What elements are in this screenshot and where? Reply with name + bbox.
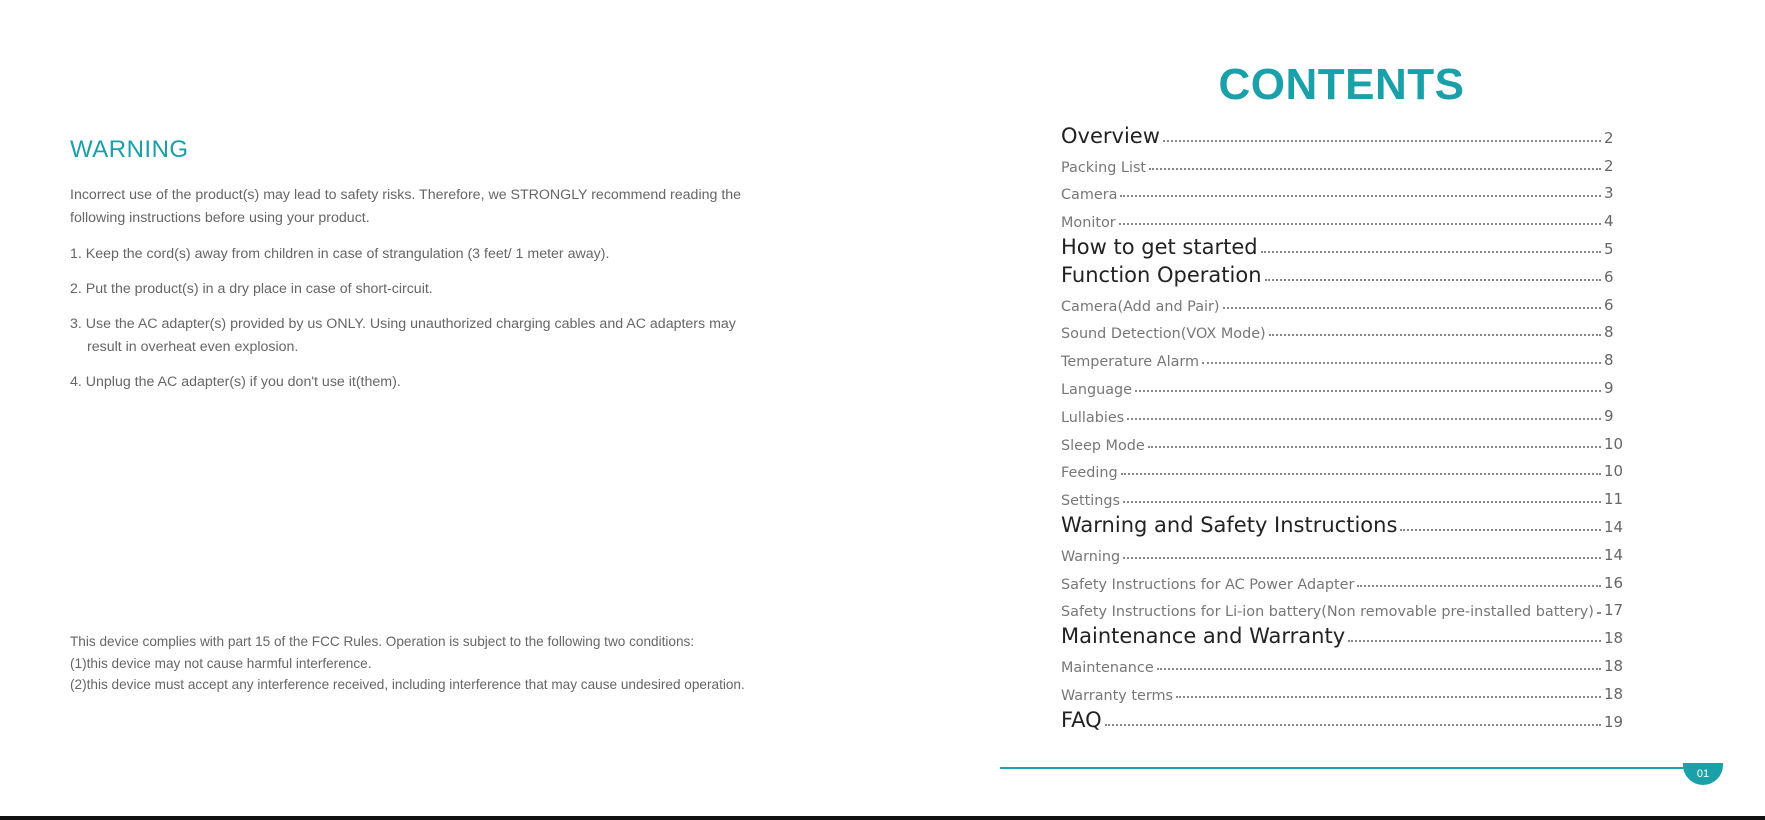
toc-dot-leader bbox=[1597, 612, 1601, 614]
toc-dot-leader bbox=[1119, 223, 1601, 225]
toc-dot-leader bbox=[1176, 696, 1601, 698]
toc-entry[interactable] bbox=[1061, 343, 1622, 371]
warning-intro-paragraph: Incorrect use of the product(s) may lead to safety risks. Therefore, we STRONGLY recommend reading the following instructions before using your product. bbox=[70, 187, 742, 226]
toc-entry[interactable] bbox=[1061, 149, 1622, 177]
toc-dot-leader bbox=[1123, 557, 1601, 559]
toc-entry[interactable] bbox=[1061, 316, 1622, 344]
toc-dot-leader bbox=[1261, 251, 1601, 253]
toc-entry-page: 3 bbox=[1604, 184, 1614, 203]
toc-entry-label: Maintenance and Warranty bbox=[1061, 624, 1346, 649]
toc-entry-label: Feeding bbox=[1061, 465, 1118, 482]
toc-dot-leader bbox=[1223, 307, 1601, 309]
toc-dot-leader bbox=[1121, 473, 1601, 475]
toc-dot-leader bbox=[1265, 279, 1601, 281]
warning-item: 2. Put the product(s) in a dry place in case of short-circuit. bbox=[70, 281, 433, 297]
toc-entry-label: How to get started bbox=[1061, 234, 1258, 259]
toc-entry-page: 16 bbox=[1604, 573, 1624, 592]
toc-dot-leader bbox=[1135, 390, 1601, 392]
footer-divider bbox=[1000, 767, 1690, 769]
toc-dot-leader bbox=[1149, 168, 1601, 170]
toc-dot-leader bbox=[1127, 418, 1601, 420]
toc-entry-label: FAQ bbox=[1061, 707, 1102, 732]
toc-entry[interactable] bbox=[1061, 399, 1622, 427]
toc-entry-label: Warning bbox=[1061, 548, 1121, 565]
warning-item: 3. Use the AC adapter(s) provided by us ONLY. Using unauthorized charging cables and AC adapters may result in overheat even explosion. bbox=[70, 316, 736, 355]
toc-entry[interactable] bbox=[1061, 121, 1622, 149]
toc-dot-leader bbox=[1202, 362, 1601, 364]
toc-entry-page: 19 bbox=[1604, 712, 1624, 731]
toc-entry[interactable] bbox=[1061, 427, 1622, 455]
toc-entry-page: 17 bbox=[1604, 601, 1624, 620]
warning-heading: WARNING bbox=[70, 136, 189, 163]
toc-entry-page: 11 bbox=[1604, 490, 1624, 509]
toc-entry-page: 9 bbox=[1604, 406, 1614, 425]
warning-item: 1. Keep the cord(s) away from children in case of strangulation (3 feet/ 1 meter away). bbox=[70, 246, 610, 262]
toc-entry-label: Safety Instructions for Li-ion battery(Non removable pre-installed battery) bbox=[1061, 604, 1594, 621]
toc-entry-page: 8 bbox=[1604, 323, 1614, 342]
toc-entry-label: Lullabies bbox=[1061, 409, 1125, 426]
fcc-statement bbox=[70, 631, 790, 696]
toc-entry[interactable] bbox=[1061, 538, 1622, 566]
toc-dot-leader bbox=[1348, 640, 1601, 642]
toc-entry-label: Sound Detection(VOX Mode) bbox=[1061, 326, 1266, 343]
toc-entry-label: Safety Instructions for AC Power Adapter bbox=[1061, 576, 1355, 593]
toc-entry-label: Camera bbox=[1061, 187, 1118, 204]
toc-dot-leader bbox=[1163, 140, 1601, 142]
toc-entry-label: Camera(Add and Pair) bbox=[1061, 298, 1220, 315]
toc-entry[interactable] bbox=[1061, 677, 1622, 705]
toc-entry-page: 2 bbox=[1604, 156, 1614, 175]
toc-entry-page: 8 bbox=[1604, 351, 1614, 370]
toc-entry[interactable] bbox=[1061, 510, 1622, 538]
toc-entry-page: 4 bbox=[1604, 212, 1614, 231]
toc-entry-label: Overview bbox=[1061, 123, 1160, 148]
warning-list bbox=[70, 243, 770, 406]
toc-entry-page: 9 bbox=[1604, 378, 1614, 397]
table-of-contents bbox=[1061, 121, 1622, 733]
toc-dot-leader bbox=[1157, 668, 1601, 670]
toc-entry[interactable] bbox=[1061, 594, 1622, 622]
page-number-badge: 01 bbox=[1683, 763, 1723, 785]
warning-item: 4. Unplug the AC adapter(s) if you don't use it(them). bbox=[70, 374, 401, 390]
toc-entry-label: Temperature Alarm bbox=[1061, 354, 1200, 371]
toc-entry-page: 14 bbox=[1604, 545, 1624, 564]
toc-entry-page: 6 bbox=[1604, 295, 1614, 314]
contents-heading: CONTENTS bbox=[1218, 60, 1465, 109]
toc-entry[interactable] bbox=[1061, 482, 1622, 510]
toc-entry[interactable] bbox=[1061, 177, 1622, 205]
toc-entry-page: 18 bbox=[1604, 629, 1624, 648]
toc-entry-label: Settings bbox=[1061, 493, 1121, 510]
toc-entry[interactable] bbox=[1061, 288, 1622, 316]
toc-dot-leader bbox=[1123, 501, 1601, 503]
toc-dot-leader bbox=[1120, 195, 1601, 197]
toc-entry-page: 6 bbox=[1604, 267, 1614, 286]
toc-entry-label: Warning and Safety Instructions bbox=[1061, 512, 1398, 537]
toc-dot-leader bbox=[1148, 446, 1601, 448]
toc-entry[interactable] bbox=[1061, 232, 1622, 260]
page-bottom-border bbox=[0, 816, 1765, 820]
fcc-line: This device complies with part 15 of the FCC Rules. Operation is subject to the following two conditions: bbox=[70, 634, 695, 649]
toc-entry-page: 2 bbox=[1604, 128, 1614, 147]
toc-entry[interactable] bbox=[1061, 621, 1622, 649]
toc-entry[interactable] bbox=[1061, 204, 1622, 232]
toc-dot-leader bbox=[1400, 529, 1601, 531]
fcc-line: (2)this device must accept any interference received, including interference that may cause undesired operation. bbox=[70, 677, 745, 692]
toc-entry-label: Packing List bbox=[1061, 159, 1147, 176]
toc-entry-page: 10 bbox=[1604, 462, 1624, 481]
toc-entry-page: 10 bbox=[1604, 434, 1624, 453]
toc-entry-label: Warranty terms bbox=[1061, 687, 1174, 704]
toc-entry-page: 18 bbox=[1604, 684, 1624, 703]
toc-entry-label: Function Operation bbox=[1061, 262, 1262, 287]
toc-entry-page: 5 bbox=[1604, 239, 1614, 258]
toc-entry-label: Maintenance bbox=[1061, 659, 1154, 676]
toc-entry[interactable] bbox=[1061, 260, 1622, 288]
toc-entry[interactable] bbox=[1061, 566, 1622, 594]
fcc-line: (1)this device may not cause harmful interference. bbox=[70, 655, 372, 671]
toc-entry-label: Language bbox=[1061, 381, 1133, 398]
toc-entry[interactable] bbox=[1061, 649, 1622, 677]
toc-entry-label: Sleep Mode bbox=[1061, 437, 1145, 454]
toc-entry[interactable] bbox=[1061, 371, 1622, 399]
toc-dot-leader bbox=[1357, 585, 1601, 587]
toc-entry[interactable] bbox=[1061, 455, 1622, 483]
toc-dot-leader bbox=[1269, 334, 1601, 336]
toc-dot-leader bbox=[1105, 724, 1601, 726]
toc-entry[interactable] bbox=[1061, 705, 1622, 733]
toc-entry-page: 14 bbox=[1604, 517, 1624, 536]
toc-entry-page: 18 bbox=[1604, 656, 1624, 675]
toc-entry-label: Monitor bbox=[1061, 215, 1116, 232]
